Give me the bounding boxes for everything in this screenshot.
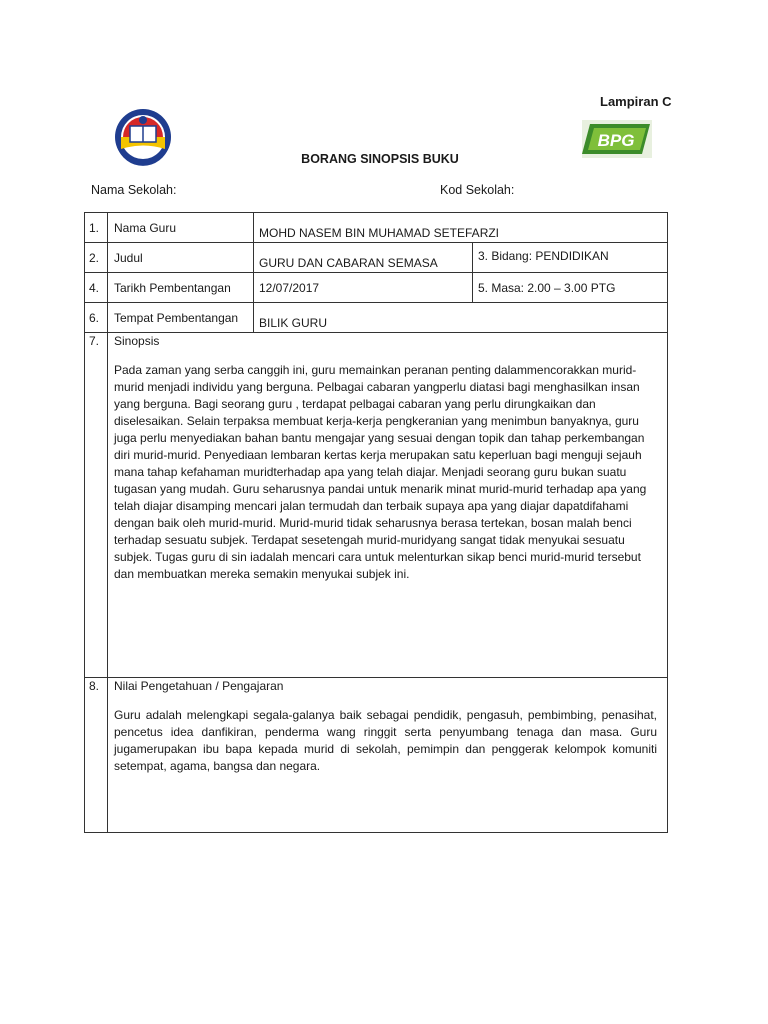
svg-text:BPG: BPG [597, 131, 635, 150]
tarikh-label: Tarikh Pembentangan [108, 273, 254, 303]
row-number: 4. [85, 273, 108, 303]
judul-value: GURU DAN CABARAN SEMASA [254, 243, 473, 273]
row-number: 6. [85, 303, 108, 333]
synopsis-form-table [84, 212, 668, 833]
tempat-value: BILIK GURU [254, 303, 668, 333]
table-row [85, 678, 668, 833]
tarikh-value: 12/07/2017 [254, 273, 473, 303]
nilai-cell [108, 678, 668, 833]
lampiran-label: Lampiran C [600, 94, 672, 109]
nama-guru-value: MOHD NASEM BIN MUHAMAD SETEFARZI [254, 213, 668, 243]
sinopsis-text: Pada zaman yang serba canggih ini, guru memainkan peranan penting dalammencorakkan murid-murid menjadi individu yang berguna. Pelbagai cabaran yangperlu diatasi bagi menghasilkan insan yang berguna. Bagi seorang guru , terdapat pelbagai cabaran yang perlu dirungkaikan dan diselesaikan. Selain terpaksa membuat kerja-kerja pengkeranian yang menimbun banyaknya, guru juga perlu menyediakan bahan bantu mengajar yang sesuai dengan topik dan tahap perkembangan diri murid-murid. Penyediaan lembaran kertas kerja merupakan satu keperluan bagi menguji sejauh mana tahap kefahaman muridterhadap apa yang telah diajar. Menjadi seorang guru bukan suatu tugasan yang mudah. Guru seharusnya pandai untuk menarik minat murid-murid terhadap apa yang telah diajar disamping mencari jalan termudah dan terbaik supaya apa yang diajar dapatdifahami dengan baik oleh murid-murid. Murid-murid tidak seharusnya berasa tertekan, bosan malah benci terhadap sesuatu subjek. Terdapat sesetengah murid-muridyang sangat tidak menyukai sesuatu subjek. Tugas guru di sin iadalah mencari cara untuk melenturkan sikap benci murid-murid tersebut dan membuatkan mereka semakin menyukai subjek ini. [114, 363, 647, 581]
tempat-label: Tempat Pembentangan [108, 303, 254, 333]
sinopsis-cell [108, 333, 668, 678]
row-number: 2. [85, 243, 108, 273]
table-row [85, 333, 668, 678]
sinopsis-heading: Sinopsis [114, 334, 160, 348]
bidang-value: 3. Bidang: PENDIDIKAN [473, 243, 668, 273]
judul-label: Judul [108, 243, 254, 273]
kod-sekolah-label: Kod Sekolah: [440, 183, 515, 197]
row-number: 7. [85, 333, 108, 678]
table-row [85, 303, 668, 333]
masa-value: 5. Masa: 2.00 – 3.00 PTG [473, 273, 668, 303]
nama-guru-label: Nama Guru [108, 213, 254, 243]
page-title: BORANG SINOPSIS BUKU [301, 152, 459, 166]
row-number: 1. [85, 213, 108, 243]
table-row [85, 243, 668, 273]
nilai-text: Guru adalah melengkapi segala-galanya baik sebagai pendidik, pengasuh, pembimbing, penasihat, pencetus idea danfikiran, penderma wang ringgit serta penyumbang tenaga dan masa. Guru jugamerupakan ibu bapa kepada murid di sekolah, pemimpin dan penggerak kelompok komuniti setempat, agama, bangsa dan negara. [114, 708, 657, 773]
nama-sekolah-label: Nama Sekolah: [91, 183, 177, 197]
table-row [85, 273, 668, 303]
nilai-heading: Nilai Pengetahuan / Pengajaran [114, 679, 284, 693]
table-row [85, 213, 668, 243]
row-number: 8. [85, 678, 108, 833]
